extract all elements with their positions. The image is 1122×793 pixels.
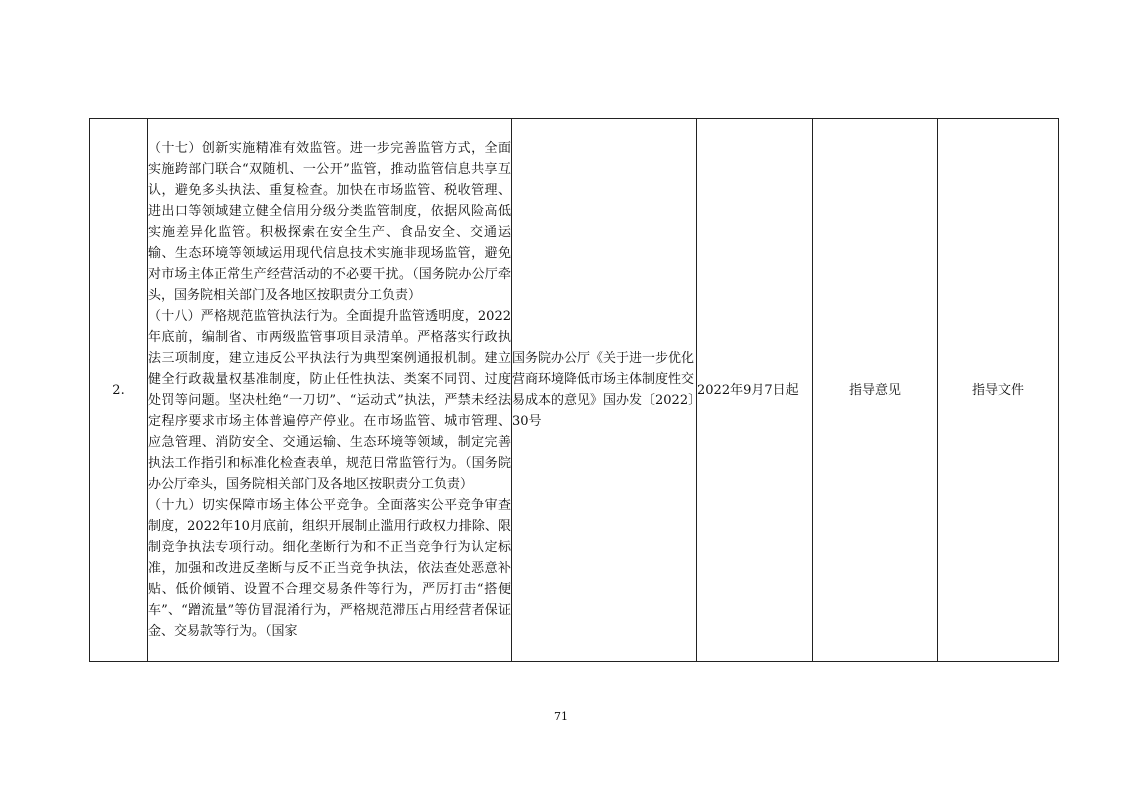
effective-date-cell: 2022年9月7日起	[697, 119, 813, 662]
document-type-cell: 指导意见	[813, 119, 938, 662]
table-row	[90, 119, 1059, 662]
row-number: 2.	[90, 119, 148, 662]
page-number: 71	[554, 710, 568, 723]
measures-content-cell	[148, 119, 512, 662]
measure-paragraph-18: （十八）严格规范监管执法行为。全面提升监管透明度，2022年底前，编制省、市两级监管事项目录清单。严格落实行政执法三项制度，建立违反公平执法行为典型案例通报机制。建立健全行政裁量权基准制度，防止任性执法、类案不同罚、过度处罚等问题。坚决杜绝“一刀切”、“运动式”执法，严禁未经法定程序要求市场主体普遍停产停业。在市场监管、城市管理、应急管理、消防安全、交通运输、生态环境等领域，制定完善执法工作指引和标准化检查表单，规范日常监管行为。（国务院办公厅牵头，国务院相关部门及各地区按职责分工负责）	[148, 309, 511, 492]
category-cell: 指导文件	[938, 119, 1059, 662]
measure-paragraph-19: （十九）切实保障市场主体公平竞争。全面落实公平竞争审查制度，2022年10月底前，组织开展制止滥用行政权力排除、限制竞争执法专项行动。细化垄断行为和不正当竞争行为认定标准，加强和改进反垄断与反不正当竞争执法，依法查处恶意补贴、低价倾销、设置不合理交易条件等行为，严厉打击“搭便车”、“蹭流量”等仿冒混淆行为，严格规范滞压占用经营者保证金、交易款等行为。（国家	[148, 498, 511, 639]
source-document-cell: 国务院办公厅《关于进一步优化营商环境降低市场主体制度性交易成本的意见》国办发〔2022〕30号	[512, 119, 697, 662]
regulation-table	[89, 118, 1059, 662]
measure-paragraph-17: （十七）创新实施精准有效监管。进一步完善监管方式，全面实施跨部门联合“双随机、一公开”监管，推动监管信息共享互认，避免多头执法、重复检查。加快在市场监管、税收管理、进出口等领域建立健全信用分级分类监管制度，依据风险高低实施差异化监管。积极探索在安全生产、食品安全、交通运输、生态环境等领域运用现代信息技术实施非现场监管，避免对市场主体正常生产经营活动的不必要干扰。（国务院办公厅牵头，国务院相关部门及各地区按职责分工负责）	[148, 141, 511, 303]
